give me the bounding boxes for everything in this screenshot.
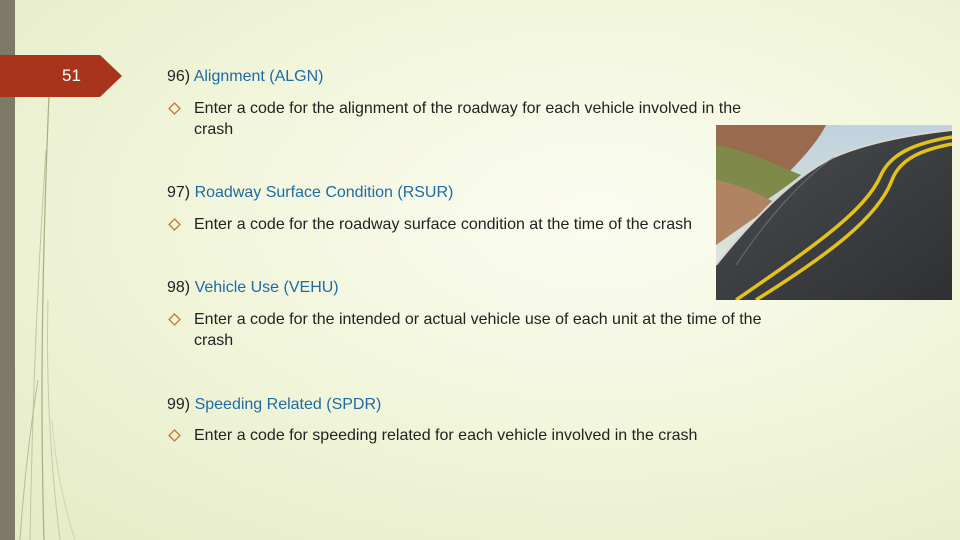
bullet-surface	[168, 214, 768, 235]
bullet-text: Enter a code for the intended or actual vehicle use of each unit at the time of the crash	[194, 311, 762, 349]
bullet-text: Enter a code for the roadway surface condition at the time of the crash	[194, 216, 693, 233]
bullet-text: Enter a code for the alignment of the roadway for each vehicle involved in the crash	[194, 100, 741, 138]
section-heading-vehicle-use	[167, 278, 339, 298]
bullet-alignment	[168, 98, 768, 140]
section-title: Alignment (ALGN)	[193, 68, 324, 85]
section-number: 96)	[167, 68, 194, 85]
slide-number: 51	[62, 66, 81, 85]
section-heading-surface	[167, 183, 453, 203]
diamond-bullet-icon	[168, 313, 181, 326]
bullet-speeding	[168, 425, 768, 446]
section-number: 99)	[167, 396, 195, 413]
diamond-bullet-icon	[168, 218, 181, 231]
section-heading-alignment	[167, 67, 324, 87]
section-title: Speeding Related (SPDR)	[194, 396, 382, 413]
bullet-vehicle-use	[168, 309, 768, 351]
road-illustration	[716, 125, 952, 300]
section-title: Roadway Surface Condition (RSUR)	[194, 184, 454, 201]
slide-number-tab	[0, 55, 122, 97]
diamond-bullet-icon	[168, 429, 181, 442]
bullet-text: Enter a code for speeding related for each vehicle involved in the crash	[194, 427, 698, 444]
section-heading-speeding	[167, 395, 381, 415]
section-title: Vehicle Use (VEHU)	[194, 279, 339, 296]
section-number: 98)	[167, 279, 195, 296]
road-curve-photo	[716, 125, 952, 300]
diamond-bullet-icon	[168, 102, 181, 115]
section-number: 97)	[167, 184, 195, 201]
